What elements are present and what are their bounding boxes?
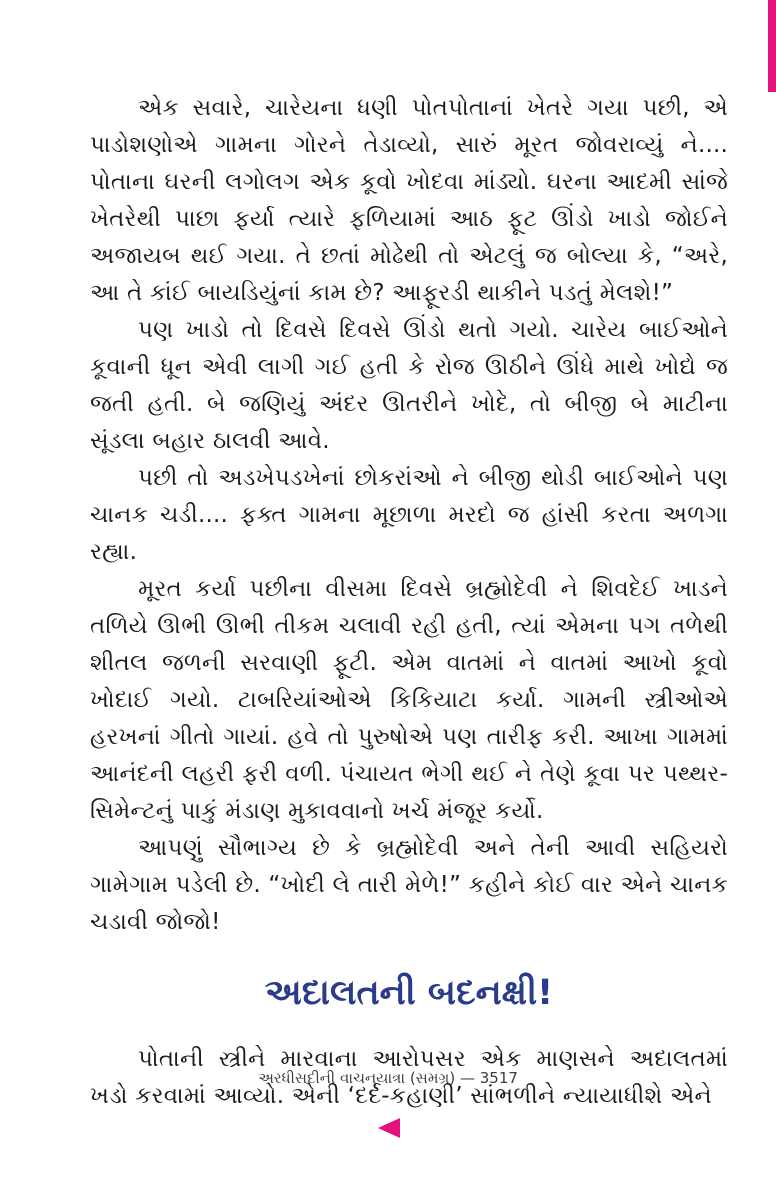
story-paragraph: આપણું સૌભાગ્ય છે કે બ્રહ્મોદેવી અને તેની આવી સહિયરો ગામેગામ પડેલી છે. “ખોદી લે તારી મેળે!” કહીને કોઈ વાર એને ચાનક ચડાવી જોજો! [90, 835, 728, 935]
section-paragraph: પોતાની સ્ત્રીને મારવાના આરોપસર એક માણસને અદાલતમાં ખડો કરવામાં આવ્યો. એની ‘દર્દ-કહાણી’ સાંભળીને ન્યાયાધીશે એને [90, 1046, 728, 1109]
story-paragraph: મૂરત કર્યા પછીના વીસમા દિવસે બ્રહ્મોદેવી ને શિવદેઈ ખાડને તળિયે ઊભી ઊભી તીકમ ચલાવી રહી હતી, ત્યાં એમના પગ તળેથી શીતલ જળની સરવાણી ફૂટી. એમ વાતમાં ને વાતમાં આખો કૂવો ખોદાઈ ગયો. ટાબરિયાંઓએ કિકિયાટા કર્યા. ગામની સ્ત્રીઓએ હરખનાં ગીતો ગાયાં. હવે તો પુરુષોએ પણ તારીફ કરી. આખા ગામમાં આનંદની લહરી ફરી વળી. પંચાયત ભેગી થઈ ને તેણે કૂવા પર પથ્થર-સિમેન્ટનું પાકું મંડાણ મુકાવવાનો ખર્ચ મંજૂર કર્યો. [90, 576, 728, 824]
page-text-block [90, 90, 728, 1115]
section-heading: અદાલતની બદનક્ષી! [264, 973, 554, 1013]
story-paragraph: પછી તો અડખેપડખેનાં છોકરાંઓ ને બીજી થોડી બાઈઓને પણ ચાનક ચડી.... ફક્ત ગામના મૂછાળા મરદો જ હાંસી કરતા અળગા રહ્યા. [90, 465, 728, 565]
page-edge-tab-icon [768, 0, 776, 92]
story-paragraph: એક સવારે, ચારેયના ધણી પોતપોતાનાં ખેતરે ગયા પછી, એ પાડોશણોએ ગામના ગોરને તેડાવ્યો, સારું મૂરત જોવરાવ્યું ને.... પોતાના ઘરની લગોલગ એક કૂવો ખોદવા માંડ્યો. ઘરના આદમી સાંજે ખેતરેથી પાછા ફર્યા ત્યારે ફળિયામાં આઠ ફૂટ ઊંડો ખાડો જોઈને અજાયબ થઈ ગયા. તે છતાં મોઢેથી તો એટલું જ બોલ્યા કે, “અરે, આ તે કાંઈ બાયડિયુંનાં કામ છે? આફૂરડી થાકીને પડતું મેલશે!” [90, 95, 728, 306]
left-triangle-icon [378, 1118, 400, 1138]
story-paragraph: પણ ખાડો તો દિવસે દિવસે ઊંડો થતો ગયો. ચારેય બાઈઓને કૂવાની ધૂન એવી લાગી ગઈ હતી કે રોજ ઊઠીને ઊંધે માથે ખોદ્યે જ જતી હતી. બે જણિયું અંદર ઊતરીને ખોદે, તો બીજી બે માટીના સૂંડલા બહાર ઠાલવી આવે. [90, 317, 728, 454]
page-footer: અરધીસદીની વાચનયાત્રા (સમગ્ર) — 3517 [258, 1069, 518, 1087]
